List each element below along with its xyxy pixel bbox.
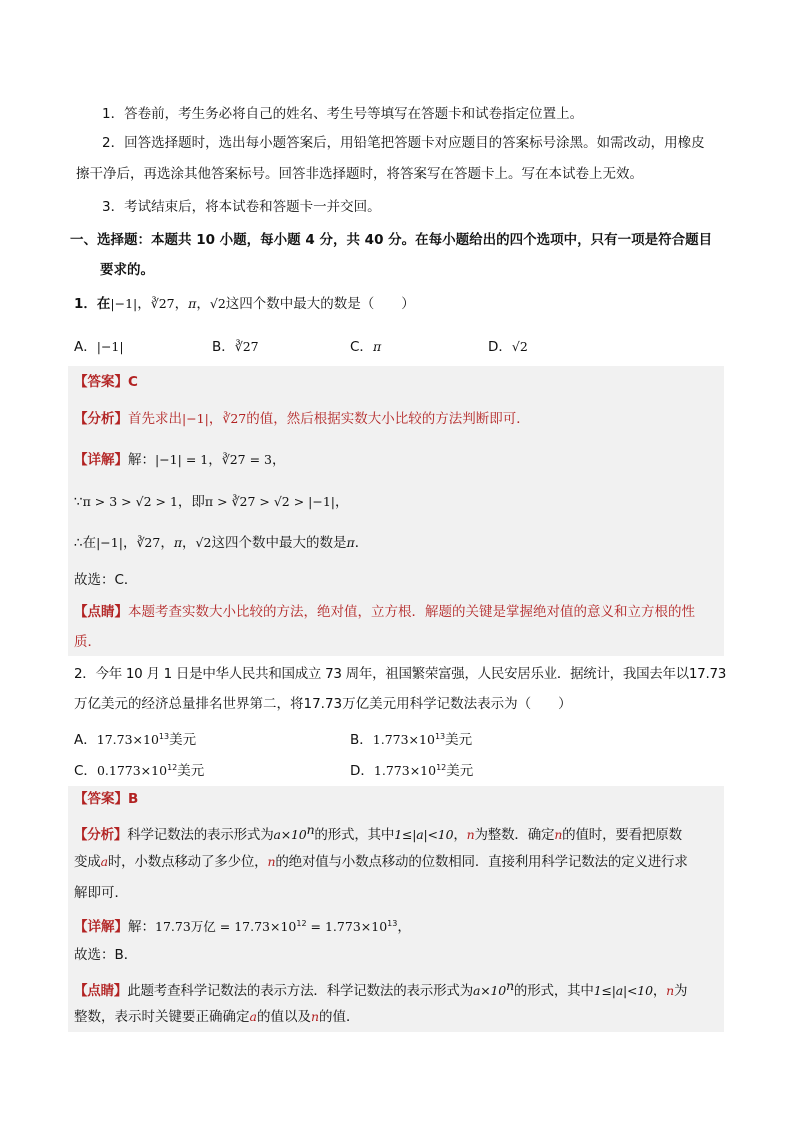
analysis-text: 为整数．确定 xyxy=(474,827,555,843)
detail-math: |−1| xyxy=(96,535,123,550)
option-value: 17.73×10 xyxy=(96,732,159,747)
analysis-text: 的形式，其中 xyxy=(314,827,395,843)
option-exponent: 13 xyxy=(158,732,170,741)
detail-text: ， xyxy=(160,535,174,551)
detail-math: ∛27 = 3 xyxy=(221,452,272,467)
analysis-math: 1≤|a|<10 xyxy=(394,827,454,842)
q1-comma: ， xyxy=(137,296,151,312)
analysis-math: n xyxy=(306,822,315,837)
detail-text: ， xyxy=(397,919,411,935)
option-value: √2 xyxy=(511,339,528,354)
q1-comma: ， xyxy=(174,296,189,312)
q1-comment-cont: 质． xyxy=(74,634,101,650)
detail-text: ， xyxy=(271,452,286,468)
option-label: C． xyxy=(74,763,97,779)
detail-math: π > ∛27 > √2 > |−1| xyxy=(204,494,336,509)
q1-comment xyxy=(74,602,695,622)
option-unit: 美元 xyxy=(446,763,474,779)
detail-text: ， xyxy=(122,535,137,551)
q1-pi: π xyxy=(188,296,197,311)
detail-text: 这四个数中最大的数是 xyxy=(211,535,347,551)
q1-cbrt: ∛27 xyxy=(150,296,175,311)
comment-math: n xyxy=(666,983,674,998)
comment-text: 整数，表示时关键要正确确定 xyxy=(74,1009,250,1025)
analysis-text: 的绝对值与小数点移动的位数相同．直接利用科学记数法的定义进行求 xyxy=(275,854,688,870)
detail-tag: 【详解】 xyxy=(74,452,128,468)
detail-math: π xyxy=(173,535,183,550)
analysis-math: a×10 xyxy=(273,827,307,842)
q1-sqrt: √2 xyxy=(209,296,226,311)
q2-analysis-cont2: 解即可． xyxy=(74,885,128,901)
detail-text: ． xyxy=(354,535,369,551)
q2-option-c xyxy=(74,758,204,781)
detail-text: ， xyxy=(182,535,196,551)
option-label: B． xyxy=(212,339,235,355)
q1-num: 1．在 xyxy=(74,296,111,312)
analysis-math: |−1| xyxy=(182,411,209,426)
therefore-text: ∴在 xyxy=(74,535,97,551)
detail-math: π > 3 > √2 > 1 xyxy=(82,494,178,509)
comment-text: 的形式，其中 xyxy=(513,983,594,999)
option-label: D． xyxy=(488,339,512,355)
analysis-text: 时，小数点移动了多少位， xyxy=(107,854,268,870)
comment-text: 此题考查科学记数法的表示方法．科学记数法的表示形式为 xyxy=(127,983,474,999)
q2-comment xyxy=(74,976,687,1001)
q2-choose: 故选：B． xyxy=(74,947,138,963)
detail-math: |−1| = 1 xyxy=(155,452,209,467)
q1-abs: |−1| xyxy=(110,296,138,311)
q1-answer xyxy=(74,372,138,392)
q1-option-a xyxy=(74,337,124,357)
option-exponent: 12 xyxy=(167,763,178,772)
q1-comma: ， xyxy=(196,296,210,312)
option-unit: 美元 xyxy=(445,732,473,748)
instruction-2-cont: 擦干净后，再选涂其他答案标号。回答非选择题时，将答案写在答题卡上。写在本试卷上无效。 xyxy=(76,166,643,182)
option-label: C． xyxy=(350,339,373,355)
option-label: A． xyxy=(74,339,97,355)
analysis-math: n xyxy=(554,827,563,842)
answer-value: C xyxy=(128,374,138,390)
option-exponent: 13 xyxy=(434,732,446,741)
q2-detail xyxy=(74,914,411,937)
comment-math: a×10 xyxy=(473,983,507,998)
comment-math: a xyxy=(249,1009,257,1024)
comment-text: ， xyxy=(652,983,667,999)
detail-text: 解： xyxy=(128,452,155,468)
analysis-tag: 【分析】 xyxy=(74,827,128,843)
answer-tag: 【答案】 xyxy=(74,791,128,807)
q2-answer xyxy=(74,789,138,809)
analysis-text: 的值，然后根据实数大小比较的方法判断即可． xyxy=(246,411,530,427)
comment-math: n xyxy=(506,978,514,993)
q2-option-a xyxy=(74,727,196,750)
q2-stem: 2．今年 10 月 1 日是中华人民共和国成立 73 周年，祖国繁荣富强，人民安居乐业．据统计，我国去年以17.73 xyxy=(74,666,727,682)
q2-analysis-cont xyxy=(74,852,688,872)
q1-stem xyxy=(74,294,415,314)
option-label: D． xyxy=(350,763,374,779)
q2-analysis xyxy=(74,820,682,845)
option-value: |−1| xyxy=(96,339,124,354)
analysis-tag: 【分析】 xyxy=(74,411,128,427)
detail-math: π xyxy=(346,535,355,550)
detail-text: ，即 xyxy=(177,494,205,510)
q2-comment-cont xyxy=(74,1007,360,1027)
answer-value: B xyxy=(128,791,139,807)
option-label: B． xyxy=(350,732,373,748)
analysis-math: n xyxy=(267,854,276,869)
comment-text: 为 xyxy=(674,983,688,999)
comment-tag: 【点睛】 xyxy=(74,983,128,999)
section-heading-cont: 要求的。 xyxy=(100,262,154,278)
q1-option-d xyxy=(488,337,528,357)
q1-detail-line2 xyxy=(74,492,349,512)
instruction-2: 2．回答选择题时，选出每小题答案后，用铅笔把答题卡对应题目的答案标号涂黑。如需改动，用橡皮 xyxy=(102,135,705,151)
analysis-text: 科学记数法的表示形式为 xyxy=(127,827,274,843)
option-value: 1.773×10 xyxy=(373,763,437,778)
comment-text: 的值以及 xyxy=(256,1009,311,1025)
q1-option-b xyxy=(212,337,259,357)
q2-stem-cont: 万亿美元的经济总量排名世界第二，将17.73万亿美元用科学记数法表示为（ ） xyxy=(74,696,572,712)
because-sign: ∵ xyxy=(74,494,83,510)
comment-text: 的值． xyxy=(319,1009,360,1025)
q1-option-c xyxy=(350,337,381,357)
option-value: 1.773×10 xyxy=(372,732,435,747)
option-unit: 美元 xyxy=(177,763,205,779)
q1-stem-tail: 这四个数中最大的数是（ ） xyxy=(225,296,415,312)
detail-math: 17.73万亿 = 17.73×10 xyxy=(155,919,297,934)
analysis-math: ∛27 xyxy=(222,411,247,426)
option-value: 0.1773×10 xyxy=(96,763,168,778)
detail-exponent: 13 xyxy=(387,919,398,928)
analysis-text: 的值时，要看把原数 xyxy=(562,827,682,843)
option-value: ∛27 xyxy=(234,339,259,354)
q1-detail xyxy=(74,450,285,470)
detail-text: ， xyxy=(335,494,349,510)
analysis-text: 首先求出 xyxy=(128,411,182,427)
q1-choose: 故选：C． xyxy=(74,572,138,588)
section-heading: 一、选择题：本题共 10 小题，每小题 4 分，共 40 分。在每小题给出的四个选项中，只有一项是符合题目 xyxy=(70,232,713,248)
detail-math: √2 xyxy=(195,535,212,550)
detail-text: 解： xyxy=(128,919,155,935)
detail-exponent: 12 xyxy=(296,919,307,928)
q1-analysis xyxy=(74,409,530,429)
q1-detail-line3 xyxy=(74,533,368,553)
analysis-math: a xyxy=(100,854,108,869)
comment-tag: 【点睛】 xyxy=(74,604,128,620)
analysis-text: ， xyxy=(208,411,223,427)
analysis-text: 变成 xyxy=(74,854,101,870)
comment-text: 本题考查实数大小比较的方法，绝对值，立方根．解题的关键是掌握绝对值的意义和立方根的性 xyxy=(128,604,695,620)
comment-math: n xyxy=(310,1009,320,1024)
option-label: A． xyxy=(74,732,97,748)
instruction-3: 3．考试结束后，将本试卷和答题卡一并交回。 xyxy=(102,199,381,215)
instruction-1: 1．答卷前，考生务必将自己的姓名、考生号等填写在答题卡和试卷指定位置上。 xyxy=(102,106,584,122)
detail-text: ， xyxy=(208,452,222,468)
option-value: π xyxy=(372,339,382,354)
answer-tag: 【答案】 xyxy=(74,374,128,390)
option-exponent: 12 xyxy=(436,763,447,772)
option-unit: 美元 xyxy=(169,732,197,748)
q2-option-d xyxy=(350,758,473,781)
analysis-text: ， xyxy=(453,827,467,843)
detail-tag: 【详解】 xyxy=(74,919,128,935)
analysis-math: n xyxy=(466,827,475,842)
detail-math: ∛27 xyxy=(136,535,161,550)
detail-math: = 1.773×10 xyxy=(306,919,388,934)
comment-math: 1≤|a|<10 xyxy=(593,983,653,998)
q2-option-b xyxy=(350,727,472,750)
